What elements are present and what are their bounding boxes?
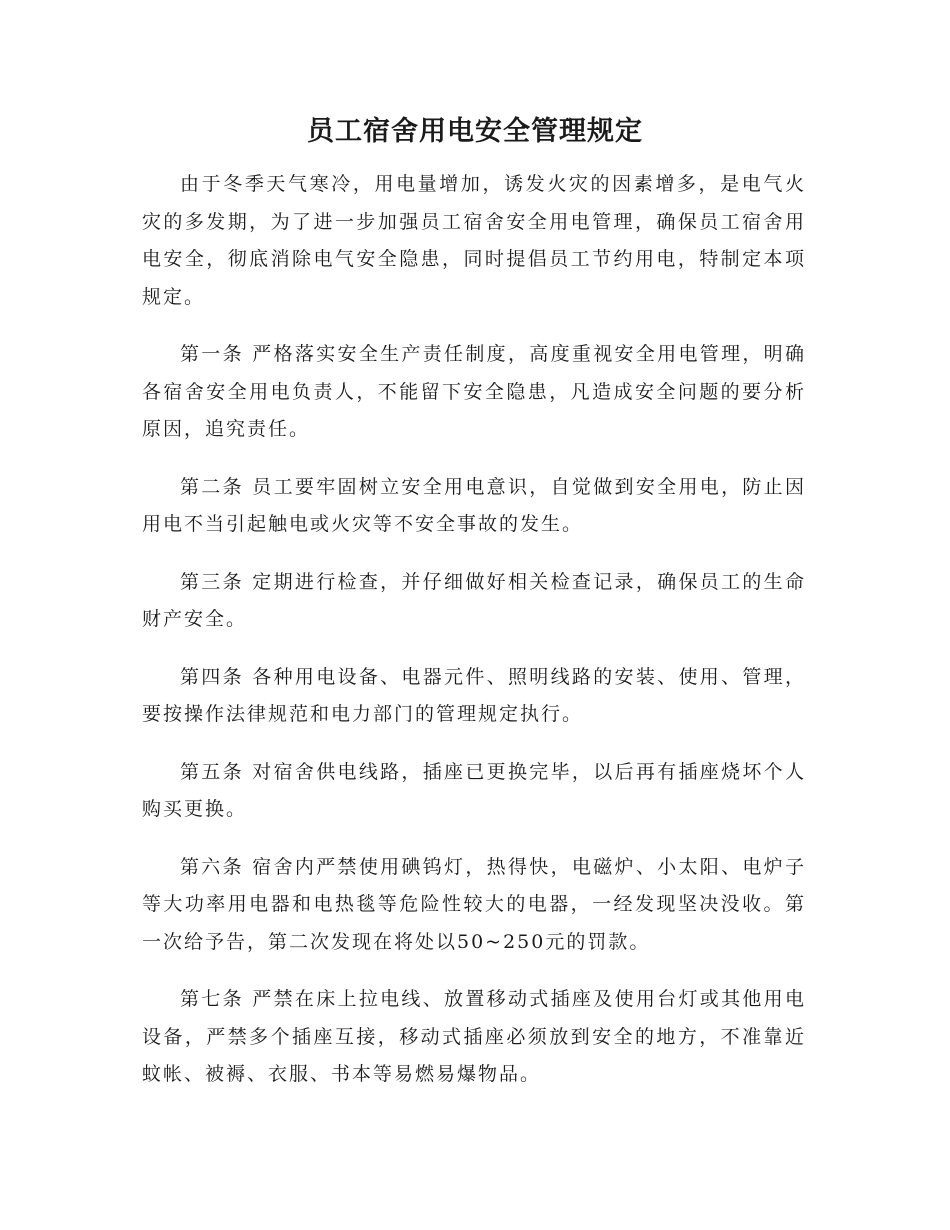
article-7-paragraph: 第七条 严禁在床上拉电线、放置移动式插座及使用台灯或其他用电设备，严禁多个插座互接，移动式插座必须放到安全的地方，不准靠近蚊帐、被褥、衣服、书本等易燃易爆物品。 [142,988,806,1085]
article-6-paragraph: 第六条 宿舍内严禁使用碘钨灯，热得快，电磁炉、小太阳、电炉子等大功率用电器和电热毯等危险性较大的电器，一经发现坚决没收。第一次给予告，第二次发现在将处以50~250元的罚款。 [142,855,806,953]
document-body [142,166,806,1114]
article-2-paragraph: 第二条 员工要牢固树立安全用电意识，自觉做到安全用电，防止因用电不当引起触电或火灾等不安全事故的发生。 [142,475,806,535]
article-1-paragraph: 第一条 严格落实安全生产责任制度，高度重视安全用电管理，明确各宿舍安全用电负责人，不能留下安全隐患，凡造成安全问题的要分析原因，追究责任。 [142,343,806,440]
intro-paragraph: 由于冬季天气寒冷，用电量增加，诱发火灾的因素增多，是电气火灾的多发期，为了进一步加强员工宿舍安全用电管理，确保员工宿舍用电安全，彻底消除电气安全隐患，同时提倡员工节约用电，特制定本项规定。 [142,173,806,308]
article-3-paragraph: 第三条 定期进行检查，并仔细做好相关检查记录，确保员工的生命财产安全。 [142,570,806,630]
article-4-paragraph: 第四条 各种用电设备、电器元件、照明线路的安装、使用、管理，要按操作法律规范和电力部门的管理规定执行。 [142,665,806,725]
document-title: 员工宿舍用电安全管理规定 [307,116,643,147]
article-5-paragraph: 第五条 对宿舍供电线路，插座已更换完毕，以后再有插座烧坏个人购买更换。 [142,760,806,820]
